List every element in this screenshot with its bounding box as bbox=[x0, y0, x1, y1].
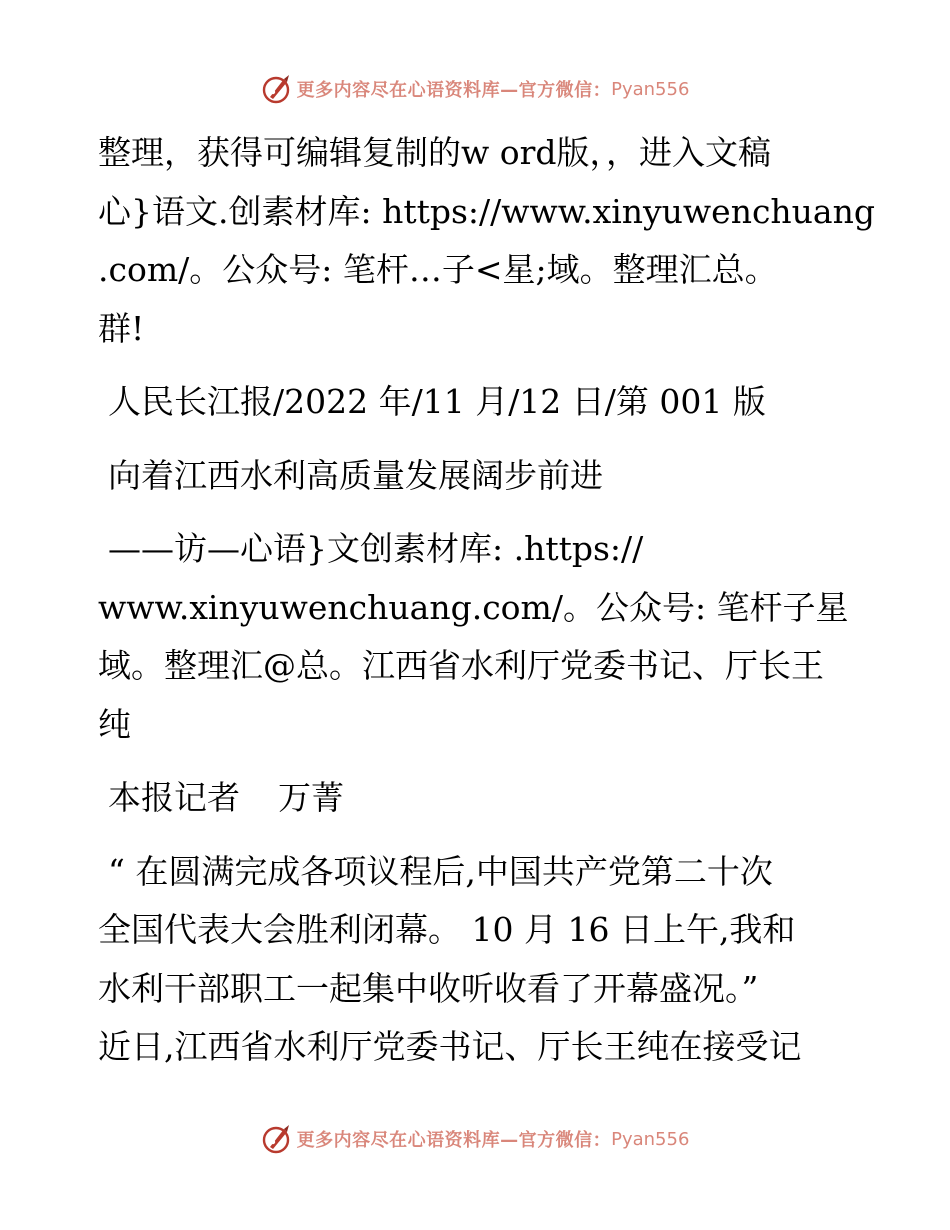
body-line: “ 在圆满完成各项议程后,中国共产党第二十次 bbox=[108, 851, 773, 891]
header-banner bbox=[0, 72, 950, 106]
byline-name: 万菁 bbox=[278, 778, 344, 817]
intro-line: 群! bbox=[98, 308, 145, 348]
footer-banner-contact: Pyan556 bbox=[611, 1128, 690, 1150]
footer-banner bbox=[0, 1122, 950, 1156]
subheadline-line: ——访—心语}文创素材库: .https:// bbox=[108, 529, 644, 568]
header-banner-contact: Pyan556 bbox=[611, 78, 690, 100]
intro-line: 整理，获得可编辑复制的w ord版，，进入文稿 bbox=[98, 133, 772, 172]
body-paragraph bbox=[98, 843, 858, 1077]
footer-banner-text: 更多内容尽在心语资料库—官方微信： bbox=[296, 1130, 612, 1151]
byline-label: 本报记者 bbox=[108, 778, 240, 817]
subheadline-line: 纯 bbox=[98, 704, 131, 744]
body-line: 全国代表大会胜利闭幕。 10 月 16 日上午,我和 bbox=[98, 910, 796, 949]
subheadline-line: 域。整理汇@总。江西省水利厅党委书记、厅长王 bbox=[98, 646, 824, 685]
intro-line: 心}语文.创素材库: https://www.xinyuwenchuang bbox=[98, 191, 875, 231]
quill-logo-icon bbox=[261, 1123, 293, 1155]
dateline: 人民长江报/2022 年/11 月/12 日/第 001 版 bbox=[108, 382, 766, 421]
document-body bbox=[98, 124, 875, 1077]
intro-paragraph bbox=[98, 124, 875, 358]
headline: 向着江西水利高质量发展阔步前进 bbox=[108, 455, 603, 495]
body-line: 近日,江西省水利厅党委书记、厅长王纯在接受记 bbox=[98, 1027, 802, 1066]
subheadline bbox=[98, 520, 858, 754]
body-line: 水利干部职工一起集中收听收看了开幕盛况。” bbox=[98, 968, 759, 1008]
subheadline-line: www.xinyuwenchuang.com/。公众号: 笔杆子星 bbox=[98, 587, 849, 627]
intro-line: .com/。公众号: 笔杆…子<星;域。整理汇总。 bbox=[98, 250, 778, 289]
byline bbox=[98, 769, 858, 828]
header-banner-text: 更多内容尽在心语资料库—官方微信： bbox=[296, 80, 612, 101]
quill-logo-icon bbox=[261, 73, 293, 105]
